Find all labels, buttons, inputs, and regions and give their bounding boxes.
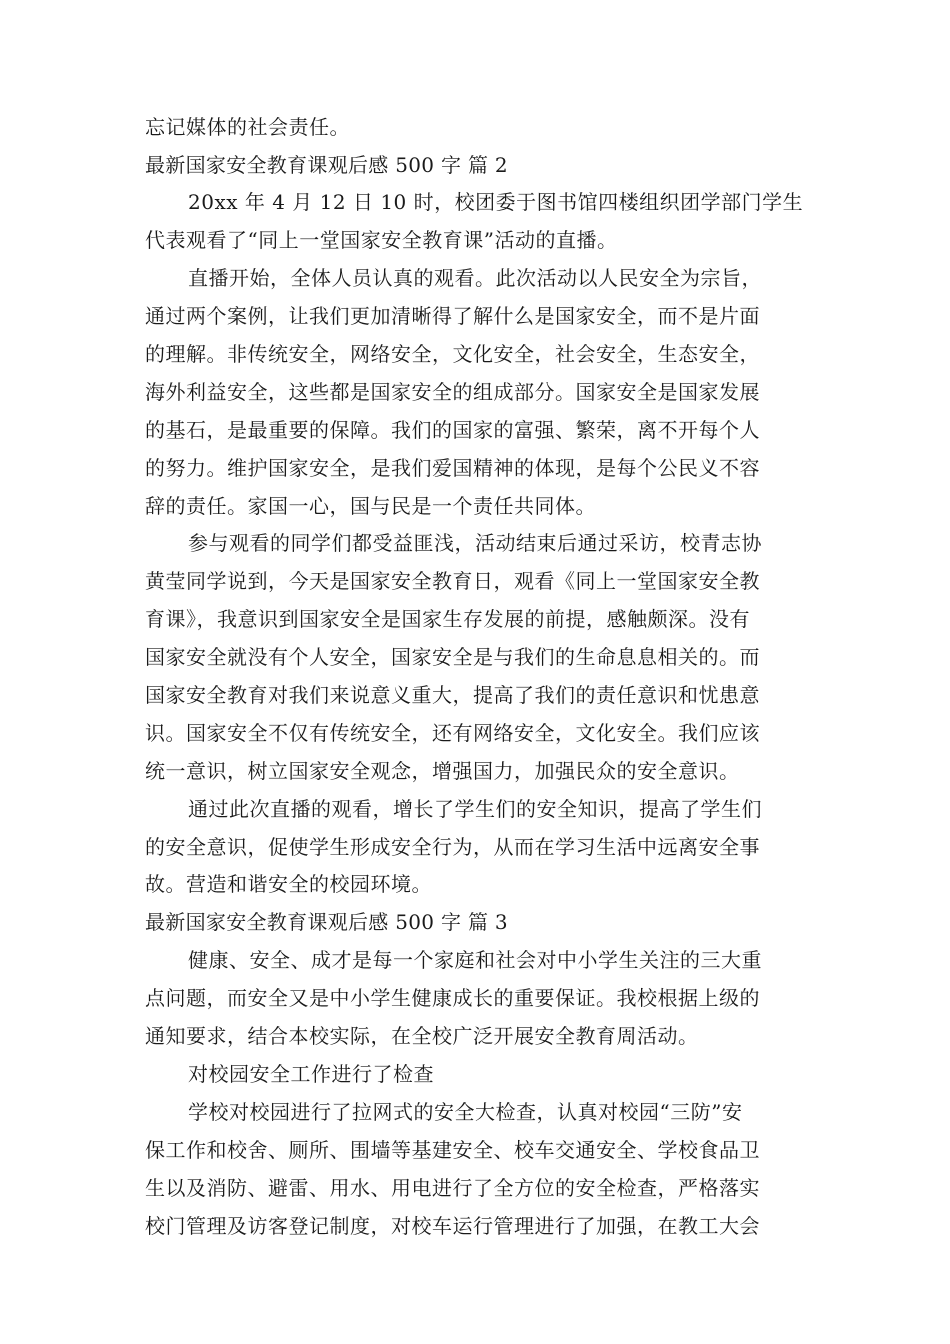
text-line: 20xx 年 4 月 12 日 10 时，校团委于图书馆四楼组织团学部门学生 [188,190,804,214]
text-line: 故。营造和谐安全的校园环境。 [145,872,432,896]
text-line: 统一意识，树立国家安全观念，增强国力，加强民众的安全意识。 [145,759,740,783]
text-line: 学校对校园进行了拉网式的安全大检查，认真对校园“三防”安 [188,1100,743,1124]
text-line: 的努力。维护国家安全，是我们爱国精神的体现，是每个公民义不容 [145,456,760,480]
text-line: 国家安全教育对我们来说意义重大，提高了我们的责任意识和忧患意 [145,683,760,707]
text-line: 点问题，而安全又是中小学生健康成长的重要保证。我校根据上级的 [145,986,760,1010]
text-line: 参与观看的同学们都受益匪浅，活动结束后通过采访，校青志协 [188,531,762,555]
subheading: 对校园安全工作进行了检查 [188,1062,434,1086]
text-line: 直播开始，全体人员认真的观看。此次活动以人民安全为宗旨， [188,266,762,290]
text-line: 通过此次直播的观看，增长了学生们的安全知识，提高了学生们 [188,797,762,821]
text-line: 的基石，是最重要的保障。我们的国家的富强、繁荣，离不开每个人 [145,418,760,442]
text-line: 健康、安全、成才是每一个家庭和社会对中小学生关注的三大重 [188,948,762,972]
text-line: 生以及消防、避雷、用水、用电进行了全方位的安全检查，严格落实 [145,1176,760,1200]
text-line: 辞的责任。家国一心，国与民是一个责任共同体。 [145,494,596,518]
text-line: 通知要求，结合本校实际，在全校广泛开展安全教育周活动。 [145,1024,699,1048]
text-line: 识。国家安全不仅有传统安全，还有网络安全，文化安全。我们应该 [145,721,760,745]
text-line: 的安全意识，促使学生形成安全行为，从而在学习生活中远离安全事 [145,835,760,859]
text-line: 黄莹同学说到，今天是国家安全教育日，观看《同上一堂国家安全教 [145,569,760,593]
text-line: 校门管理及访客登记制度，对校车运行管理进行了加强，在教工大会 [145,1214,760,1238]
text-line: 海外利益安全，这些都是国家安全的组成部分。国家安全是国家发展 [145,380,760,404]
text-line: 代表观看了“同上一堂国家安全教育课”活动的直播。 [145,228,618,252]
text-line: 忘记媒体的社会责任。 [145,115,350,139]
text-line: 通过两个案例，让我们更加清晰得了解什么是国家安全，而不是片面 [145,304,760,328]
text-line: 国家安全就没有个人安全，国家安全是与我们的生命息息相关的。而 [145,645,760,669]
text-line: 的理解。非传统安全，网络安全，文化安全，社会安全，生态安全， [145,342,760,366]
section-heading: 最新国家安全教育课观后感 500 字 篇 2 [145,153,508,177]
section-heading: 最新国家安全教育课观后感 500 字 篇 3 [145,910,508,934]
text-line: 育课》，我意识到国家安全是国家生存发展的前提，感触颇深。没有 [145,607,750,631]
text-line: 保工作和校舍、厕所、围墙等基建安全、校车交通安全、学校食品卫 [145,1138,760,1162]
